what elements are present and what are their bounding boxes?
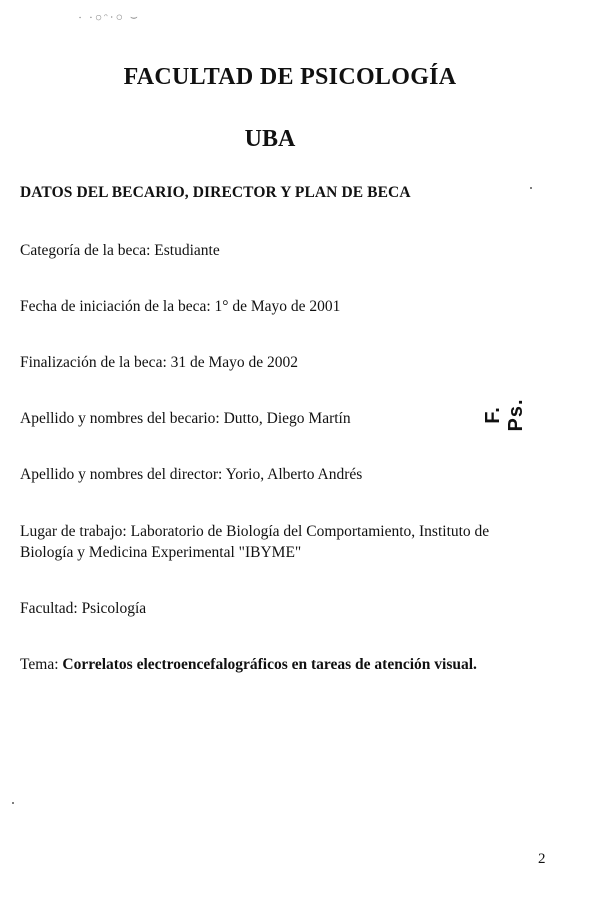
field-finalizacion	[20, 352, 298, 373]
field-label: Facultad:	[20, 600, 78, 617]
section-heading: DATOS DEL BECARIO, DIRECTOR Y PLAN DE BECA	[20, 184, 411, 201]
field-label: Apellido y nombres del becario:	[20, 410, 220, 427]
field-value: Dutto, Diego Martín	[223, 410, 351, 427]
field-value: Laboratorio de Biología del Comportamiento, Instituto de Biología y Medicina Experimental "IBYME"	[20, 523, 490, 561]
field-tema	[20, 654, 477, 675]
field-director	[20, 464, 362, 485]
scan-speck	[530, 187, 532, 189]
faculty-side-stamp: F. Ps.	[482, 398, 527, 432]
field-value: Correlatos electroencefalográficos en tareas de atención visual.	[62, 656, 477, 673]
field-label: Tema:	[20, 656, 59, 673]
field-facultad	[20, 598, 146, 619]
field-value: Yorio, Alberto Andrés	[225, 466, 363, 483]
page-subtitle: UBA	[244, 126, 296, 152]
field-lugar-trabajo	[20, 521, 530, 563]
field-label: Lugar de trabajo:	[20, 523, 127, 540]
page-number: 2	[538, 851, 546, 867]
field-label: Finalización de la beca:	[20, 354, 167, 371]
field-label: Apellido y nombres del director:	[20, 466, 223, 483]
scan-speck	[12, 802, 14, 804]
field-value: 31 de Mayo de 2002	[170, 354, 299, 371]
field-value: 1° de Mayo de 2001	[214, 298, 341, 315]
field-value: Estudiante	[154, 242, 220, 259]
field-fecha-inicio	[20, 296, 340, 317]
page-title: FACULTAD DE PSICOLOGÍA	[123, 64, 457, 90]
field-label: Categoría de la beca:	[20, 242, 151, 259]
field-categoria	[20, 240, 220, 261]
field-becario	[20, 408, 351, 429]
archive-stamp: · ·○ᵔ·○ ⌣	[77, 9, 140, 25]
field-label: Fecha de iniciación de la beca:	[20, 298, 211, 315]
field-value: Psicología	[81, 600, 147, 617]
